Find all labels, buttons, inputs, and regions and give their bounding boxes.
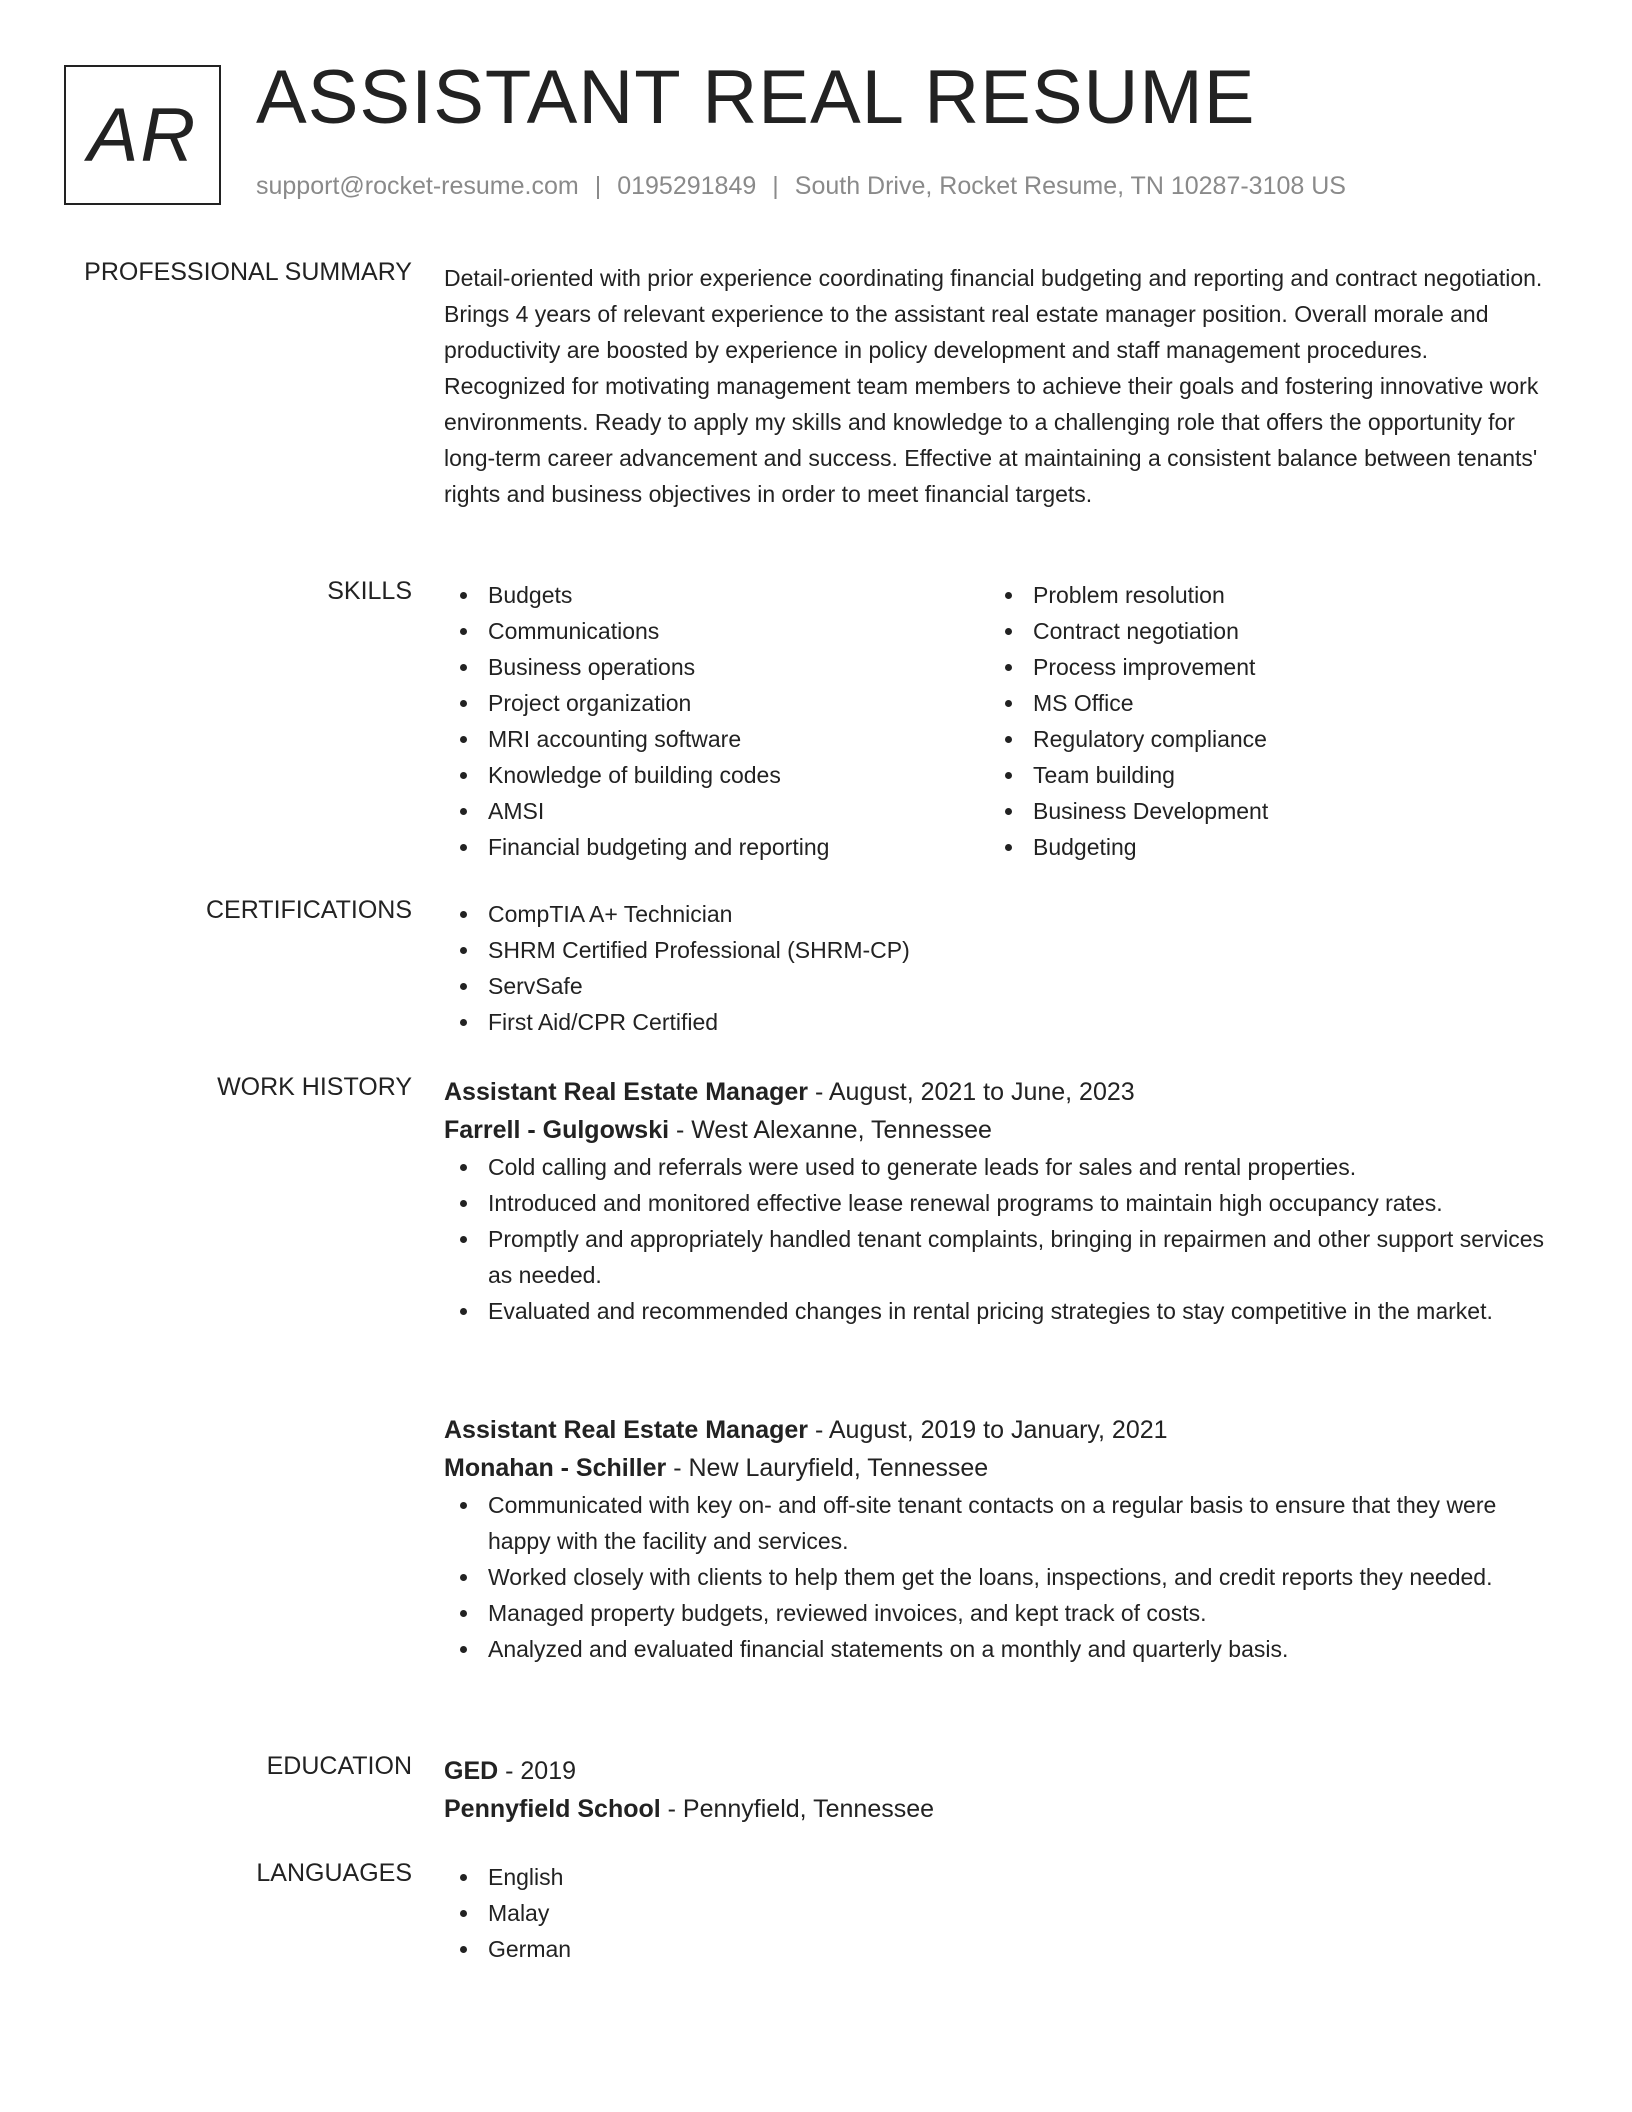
certifications-label: CERTIFICATIONS: [205, 896, 412, 924]
skills-body: [444, 577, 1549, 865]
education-degree-line: [444, 1752, 1549, 1790]
list-item: Process improvement: [989, 649, 1534, 685]
summary-body: [444, 260, 1549, 512]
job-title-line: [444, 1073, 1549, 1111]
list-item: Regulatory compliance: [989, 721, 1534, 757]
skills-list-right: [989, 577, 1534, 865]
certifications-list: [444, 896, 1549, 1040]
list-item: Introduced and monitored effective lease renewal programs to maintain high occupancy rates.: [444, 1185, 1549, 1221]
job-bullets: [444, 1149, 1549, 1329]
job-location: - West Alexanne, Tennessee: [669, 1116, 992, 1144]
list-item: Problem resolution: [989, 577, 1534, 613]
education-school-line: [444, 1790, 1549, 1828]
education-body: [444, 1752, 1549, 1828]
list-item: Promptly and appropriately handled tenant complaints, bringing in repairmen and other support services as needed.: [444, 1221, 1549, 1293]
list-item: MRI accounting software: [444, 721, 989, 757]
summary-label: PROFESSIONAL SUMMARY: [84, 258, 412, 286]
education-location: - Pennyfield, Tennessee: [660, 1795, 935, 1823]
education-label: EDUCATION: [266, 1752, 412, 1780]
job-company: Monahan - Schiller: [444, 1454, 667, 1482]
job-location: - New Lauryfield, Tennessee: [666, 1454, 989, 1482]
job-dates: - August, 2019 to January, 2021: [808, 1416, 1168, 1444]
summary-text: Detail-oriented with prior experience coordinating financial budgeting and reporting and contract negotiation. Brings 4 years of relevant experience to the assistant real estate manager position. Overall morale and productivity are boosted by experience in policy development and staff management procedures. Recognized for motivating management team members to achieve their goals and fostering innovative work environments. Ready to apply my skills and knowledge to a challenging role that offers the opportunity for long-term career advancement and success. Effective at maintaining a consistent balance between tenants' rights and business objectives in order to meet financial targets.: [444, 265, 1543, 507]
contact-line: [256, 172, 1346, 201]
contact-email: support@rocket-resume.com: [256, 172, 579, 200]
job-entry: [444, 1411, 1549, 1667]
list-item: Business Development: [989, 793, 1534, 829]
contact-separator: |: [772, 172, 779, 200]
list-item: Budgeting: [989, 829, 1534, 865]
languages-body: [444, 1859, 1549, 1967]
list-item: Malay: [444, 1895, 1549, 1931]
job-title-line: [444, 1411, 1549, 1449]
list-item: Project organization: [444, 685, 989, 721]
education-school: Pennyfield School: [444, 1795, 661, 1823]
list-item: Cold calling and referrals were used to generate leads for sales and rental properties.: [444, 1149, 1549, 1185]
list-item: MS Office: [989, 685, 1534, 721]
job-company-line: [444, 1111, 1549, 1149]
list-item: First Aid/CPR Certified: [444, 1004, 1549, 1040]
list-item: Financial budgeting and reporting: [444, 829, 989, 865]
list-item: CompTIA A+ Technician: [444, 896, 1549, 932]
candidate-name: ASSISTANT REAL RESUME: [256, 55, 1256, 140]
job-title: Assistant Real Estate Manager: [444, 1416, 809, 1444]
list-item: Communications: [444, 613, 989, 649]
job-dates: - August, 2021 to June, 2023: [808, 1078, 1135, 1106]
job-title: Assistant Real Estate Manager: [444, 1078, 809, 1106]
list-item: Managed property budgets, reviewed invoices, and kept track of costs.: [444, 1595, 1549, 1631]
education-year: - 2019: [498, 1757, 577, 1785]
list-item: Contract negotiation: [989, 613, 1534, 649]
list-item: Evaluated and recommended changes in rental pricing strategies to stay competitive in the market.: [444, 1293, 1549, 1329]
languages-list: [444, 1859, 1549, 1967]
work-history-body: [444, 1073, 1549, 1662]
contact-address: South Drive, Rocket Resume, TN 10287-3108 US: [794, 172, 1346, 200]
list-item: Business operations: [444, 649, 989, 685]
contact-phone: 0195291849: [617, 172, 757, 200]
list-item: Knowledge of building codes: [444, 757, 989, 793]
list-item: SHRM Certified Professional (SHRM-CP): [444, 932, 1549, 968]
work-history-label: WORK HISTORY: [217, 1073, 412, 1101]
skills-list-left: [444, 577, 989, 865]
list-item: AMSI: [444, 793, 989, 829]
list-item: Analyzed and evaluated financial statements on a monthly and quarterly basis.: [444, 1631, 1549, 1667]
job-bullets: [444, 1487, 1549, 1667]
list-item: English: [444, 1859, 1549, 1895]
list-item: Team building: [989, 757, 1534, 793]
skills-label: SKILLS: [327, 577, 412, 605]
job-entry: [444, 1073, 1549, 1329]
job-company: Farrell - Gulgowski: [444, 1116, 670, 1144]
list-item: Budgets: [444, 577, 989, 613]
list-item: Communicated with key on- and off-site tenant contacts on a regular basis to ensure that they were happy with the facility and services.: [444, 1487, 1549, 1559]
contact-separator: |: [594, 172, 602, 200]
education-degree: GED: [444, 1757, 499, 1785]
job-company-line: [444, 1449, 1549, 1487]
list-item: German: [444, 1931, 1549, 1967]
list-item: ServSafe: [444, 968, 1549, 1004]
languages-label: LANGUAGES: [256, 1859, 412, 1887]
monogram-badge: AR: [64, 65, 221, 205]
certifications-body: [444, 896, 1549, 1040]
list-item: Worked closely with clients to help them get the loans, inspections, and credit reports they needed.: [444, 1559, 1549, 1595]
